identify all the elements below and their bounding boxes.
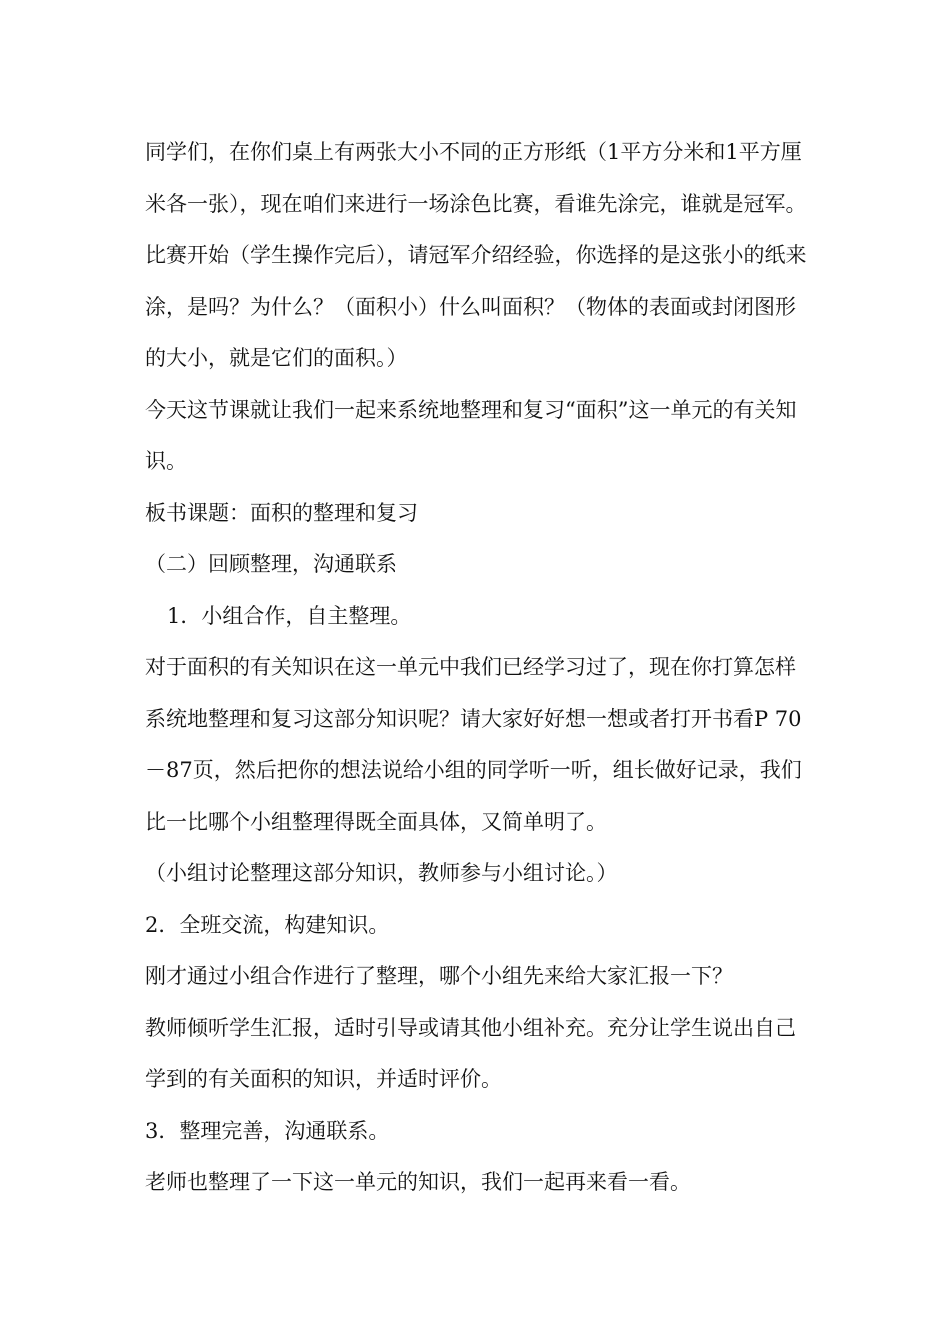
paragraph-group-discussion: （小组讨论整理这部分知识，教师参与小组讨论。）: [145, 861, 618, 885]
step-heading-refine: 3．整理完善，沟通联系。: [145, 1118, 390, 1143]
paragraph-group-instructions: 对于面积的有关知识在这一单元中我们已经学习过了，现在你打算怎样系统地整理和复习这部分知识呢？请大家好好想一想或者打开书看P 70－87页，然后把你的想法说给小组的同学听一听，组长做好记录，我们比一比哪个小组整理得既全面具体，又简单明了。: [145, 655, 802, 834]
paragraph-report-prompt: 刚才通过小组合作进行了整理，哪个小组先来给大家汇报一下？: [145, 964, 733, 988]
section-heading-review: （二）回顾整理，沟通联系: [145, 552, 397, 576]
document-body: [145, 127, 815, 1209]
paragraph-coloring-contest: 同学们，在你们桌上有两张大小不同的正方形纸（1平方分米和1平方厘米各一张），现在咱们来进行一场涂色比赛，看谁先涂完，谁就是冠军。: [145, 140, 807, 216]
paragraph-teacher-listens: 教师倾听学生汇报，适时引导或请其他小组补充。充分让学生说出自己学到的有关面积的知识，并适时评价。: [145, 1015, 796, 1091]
paragraph-board-title: 板书课题：面积的整理和复习: [145, 500, 418, 525]
paragraph-lesson-intro: 今天这节课就让我们一起来系统地整理和复习“面积”这一单元的有关知识。: [145, 397, 797, 473]
paragraph-teacher-summary: 老师也整理了一下这一单元的知识，我们一起再来看一看。: [145, 1170, 691, 1194]
step-heading-group-work: 1．小组合作，自主整理。: [167, 603, 412, 628]
step-heading-class-exchange: 2．全班交流，构建知识。: [145, 912, 390, 937]
paragraph-contest-start: 比赛开始（学生操作完后），请冠军介绍经验，你选择的是这张小的纸来涂，是吗？为什么？（面积小）什么叫面积？（物体的表面或封闭图形的大小，就是它们的面积。）: [145, 243, 807, 370]
